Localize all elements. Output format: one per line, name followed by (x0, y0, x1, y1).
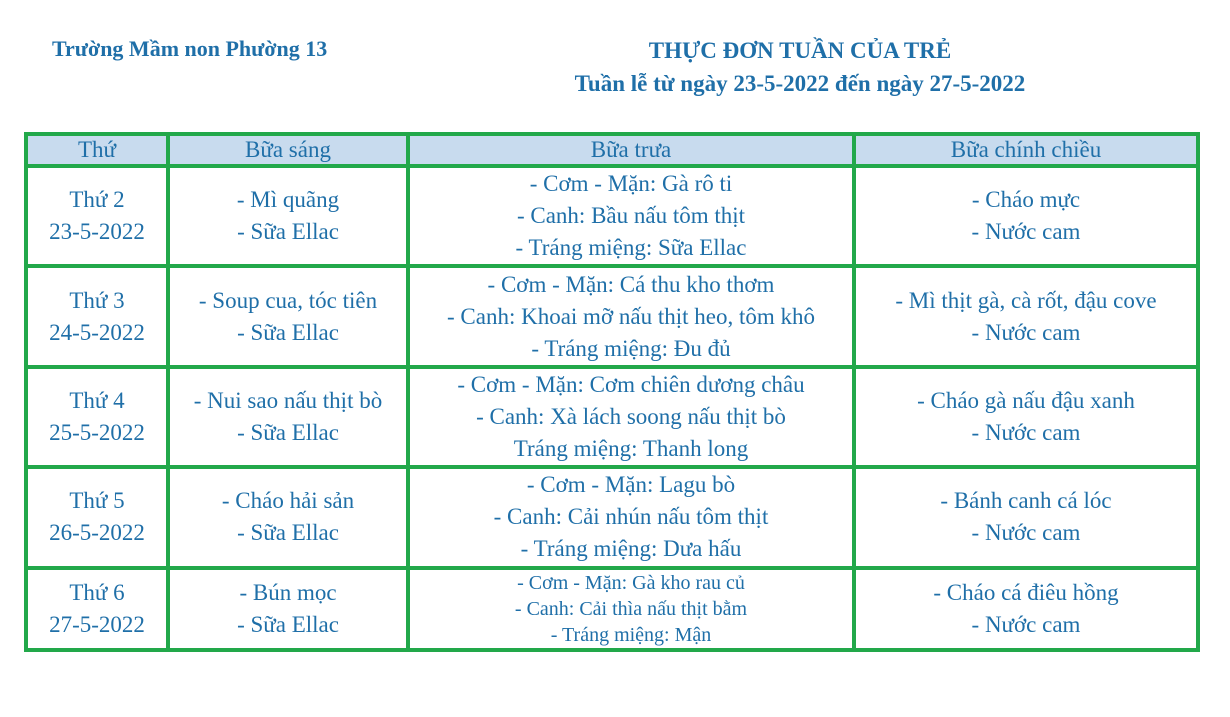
breakfast-cell (168, 166, 408, 266)
date-label: 27-5-2022 (49, 611, 145, 637)
menu-item: - Tráng miệng: Đu đủ (531, 335, 731, 361)
menu-item: - Cháo hải sản (221, 488, 355, 514)
table-header-row (26, 134, 1198, 166)
menu-item: - Sữa Ellac (237, 219, 339, 245)
school-name: Trường Mầm non Phường 13 (52, 36, 328, 61)
menu-item: - Canh: Khoai mỡ nấu thịt heo, tôm khô (447, 303, 815, 329)
table-row (26, 467, 1198, 567)
breakfast-cell (168, 367, 408, 467)
breakfast-cell (168, 568, 408, 650)
header-breakfast: Bữa sáng (168, 134, 408, 166)
lunch-cell (408, 467, 854, 567)
menu-item: - Nước cam (971, 319, 1081, 345)
table-row (26, 166, 1198, 266)
menu-week-range: Tuần lễ từ ngày 23-5-2022 đến ngày 27-5-2022 (574, 71, 1026, 96)
breakfast-cell (168, 266, 408, 366)
menu-item: - Bánh canh cá lóc (940, 488, 1112, 514)
menu-item: - Sữa Ellac (237, 319, 339, 345)
day-label: Thứ 6 (69, 579, 125, 605)
day-cell (26, 166, 168, 266)
menu-item: - Canh: Cải thìa nấu thịt bằm (514, 597, 748, 620)
date-label: 26-5-2022 (49, 520, 145, 546)
menu-item: - Soup cua, tóc tiên (198, 287, 378, 313)
menu-item: - Canh: Cải nhún nấu tôm thịt (493, 504, 769, 530)
day-cell (26, 467, 168, 567)
menu-item: - Mì quãng (236, 187, 340, 213)
menu-item: - Mì thịt gà, cà rốt, đậu cove (895, 287, 1157, 313)
date-label: 24-5-2022 (49, 319, 145, 345)
date-label: 25-5-2022 (49, 420, 145, 446)
menu-item: - Nước cam (971, 611, 1081, 637)
menu-item: - Sữa Ellac (237, 420, 339, 446)
menu-item: - Cơm - Mặn: Cá thu kho thơm (487, 271, 775, 297)
menu-item: - Cháo cá điêu hồng (933, 579, 1119, 605)
menu-item: - Cháo mực (971, 187, 1081, 213)
weekly-menu-table (24, 132, 1200, 652)
lunch-cell (408, 568, 854, 650)
menu-item: - Nui sao nấu thịt bò (193, 388, 383, 414)
menu-item: - Cháo gà nấu đậu xanh (917, 388, 1135, 414)
day-cell (26, 266, 168, 366)
menu-item: - Cơm - Mặn: Gà rô ti (529, 171, 733, 197)
header-afternoon: Bữa chính chiều (854, 134, 1198, 166)
day-cell (26, 568, 168, 650)
header-lunch: Bữa trưa (408, 134, 854, 166)
menu-item: - Sữa Ellac (237, 520, 339, 546)
menu-item: - Nước cam (971, 420, 1081, 446)
table-row (26, 266, 1198, 366)
lunch-cell (408, 166, 854, 266)
day-label: Thứ 2 (69, 187, 125, 213)
afternoon-cell (854, 166, 1198, 266)
afternoon-cell (854, 467, 1198, 567)
menu-item: - Cơm - Mặn: Cơm chiên dương châu (457, 372, 805, 398)
menu-item: - Bún mọc (239, 579, 337, 605)
menu-item: - Tráng miệng: Mận (550, 623, 712, 646)
menu-title: THỰC ĐƠN TUẦN CỦA TRẺ (648, 38, 952, 63)
date-label: 23-5-2022 (49, 219, 145, 245)
title-block (520, 34, 1080, 100)
table-row (26, 367, 1198, 467)
menu-item: - Sữa Ellac (237, 611, 339, 637)
menu-item: - Tráng miệng: Sữa Ellac (515, 235, 747, 261)
menu-item: - Cơm - Mặn: Lagu bò (526, 472, 736, 498)
menu-item: - Canh: Xà lách soong nấu thịt bò (476, 404, 786, 430)
afternoon-cell (854, 266, 1198, 366)
breakfast-cell (168, 467, 408, 567)
afternoon-cell (854, 367, 1198, 467)
day-label: Thứ 4 (69, 388, 125, 414)
day-label: Thứ 5 (69, 488, 125, 514)
day-cell (26, 367, 168, 467)
menu-item: Tráng miệng: Thanh long (513, 436, 749, 462)
lunch-cell (408, 367, 854, 467)
lunch-cell (408, 266, 854, 366)
menu-item: - Canh: Bầu nấu tôm thịt (516, 203, 746, 229)
menu-item: - Cơm - Mặn: Gà kho rau củ (517, 571, 745, 594)
day-label: Thứ 3 (69, 287, 125, 313)
table-row (26, 568, 1198, 650)
menu-item: - Tráng miệng: Dưa hấu (520, 536, 742, 562)
menu-item: - Nước cam (971, 219, 1081, 245)
menu-item: - Nước cam (971, 520, 1081, 546)
header-day: Thứ (26, 134, 168, 166)
afternoon-cell (854, 568, 1198, 650)
